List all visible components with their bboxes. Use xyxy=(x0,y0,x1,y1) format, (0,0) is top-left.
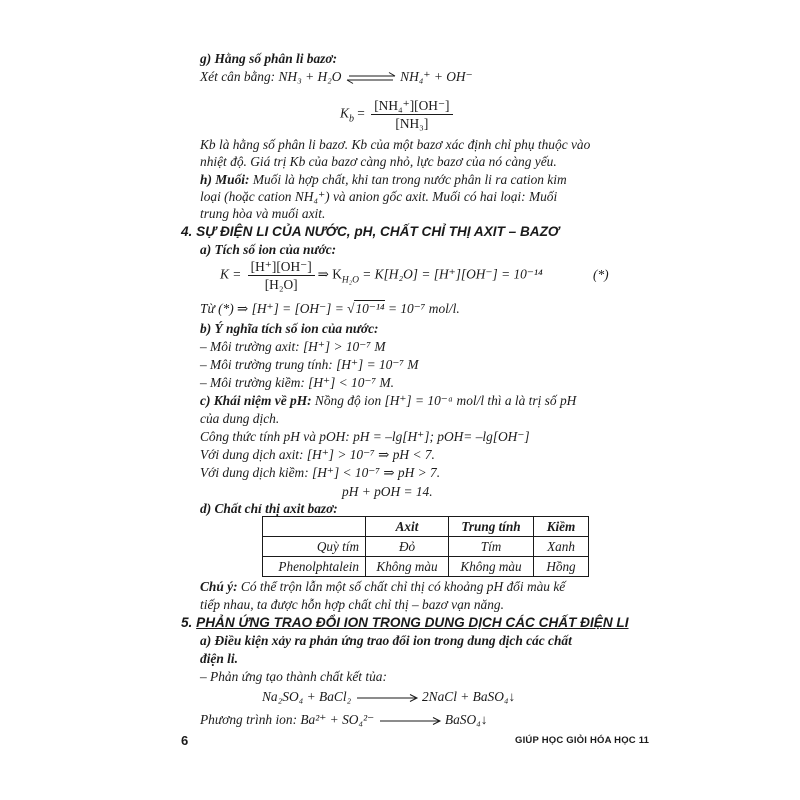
section-g-heading: g) Hằng số phân li bazơ: xyxy=(200,51,338,66)
salt-line-1 xyxy=(200,171,567,189)
note-label: Chú ý: xyxy=(200,579,238,594)
section-4d-heading: d) Chất chỉ thị axit bazơ: xyxy=(200,501,338,516)
env-neutral: – Môi trường trung tính: [H⁺] = 10⁻⁷ M xyxy=(200,357,419,372)
k-denominator: [H₂O] xyxy=(264,277,298,292)
table-row xyxy=(263,537,589,557)
equilibrium-left: NH₃ + H₂O xyxy=(278,69,342,84)
ph-formula-line: Công thức tính pH và pOH: pH = –lg[H⁺]; pOH= –lg[OH⁻] xyxy=(200,429,530,444)
kb-subscript: b xyxy=(348,113,354,125)
table-header-base: Kiềm xyxy=(534,517,589,537)
reaction-2-left: Ba²⁺ + SO₄²⁻ xyxy=(300,712,375,727)
table-cell: Không màu xyxy=(449,557,534,577)
salt-line-2: loại (hoặc cation NH₄⁺) và anion gốc axit. Muối có hai loại: Muối xyxy=(200,189,558,204)
equilibrium-right: NH₄⁺ + OH⁻ xyxy=(400,69,473,84)
table-cell: Quỳ tím xyxy=(263,537,366,557)
section-5-number: 5. xyxy=(181,615,197,630)
book-title: GIÚP HỌC GIỎI HÓA HỌC 11 xyxy=(515,735,650,746)
ph-concept-line-1 xyxy=(200,392,576,410)
note-line-2: tiếp nhau, ta được hỗn hợp chất chỉ thị – bazơ vạn năng. xyxy=(200,597,504,612)
table-header-blank xyxy=(263,517,366,537)
ph-concept-text: Nồng độ ion [H⁺] = 10⁻ᵃ mol/l thì a là trị số pH xyxy=(311,393,577,408)
ph-concept-line-2: của dung dịch. xyxy=(200,411,280,426)
ionic-label: Phương trình ion: xyxy=(200,712,301,727)
table-cell: Không màu xyxy=(366,557,449,577)
kb-numerator: [NH₄⁺][OH⁻] xyxy=(371,97,452,115)
equation-tag: (*) xyxy=(593,267,609,282)
kb-symbol: K xyxy=(340,105,349,121)
kw-value: = K[H₂O] = [H⁺][OH⁻] = 10⁻¹⁴ xyxy=(358,266,543,282)
neutral-result: = 10⁻⁷ mol/l. xyxy=(384,301,460,316)
base-ph-line: Với dung dịch kiềm: [H⁺] < 10⁻⁷ ⇒ pH > 7. xyxy=(200,465,441,480)
table-cell: Đỏ xyxy=(366,537,449,557)
section-5-title xyxy=(181,614,629,632)
kb-paragraph-line-2: nhiệt độ. Giá trị Kb của bazơ càng nhỏ, lực bazơ của nó càng yếu. xyxy=(200,154,557,169)
neutral-text: Từ (*) ⇒ [H⁺] = [OH⁻] = xyxy=(200,301,348,316)
table-header-acid: Axit xyxy=(366,517,449,537)
salt-line-3: trung hòa và muối axit. xyxy=(200,206,326,221)
section-4a-heading: a) Tích số ion của nước: xyxy=(200,242,337,257)
kb-formula xyxy=(340,97,456,132)
acid-ph-line: Với dung dịch axit: [H⁺] > 10⁻⁷ ⇒ pH < 7. xyxy=(200,447,435,462)
section-5a-line-2: điện li. xyxy=(200,651,238,666)
table-cell: Phenolphtalein xyxy=(263,557,366,577)
env-acid: – Môi trường axit: [H⁺] > 10⁻⁷ M xyxy=(200,339,386,354)
table-cell: Hồng xyxy=(534,557,589,577)
sqrt-radicand: 10⁻¹⁴ xyxy=(355,301,385,316)
section-4b-heading: b) Ý nghĩa tích số ion của nước: xyxy=(200,321,379,336)
section-4c-heading: c) Khái niệm về pH: xyxy=(200,393,312,408)
reaction-1-right: 2NaCl + BaSO₄↓ xyxy=(421,689,516,704)
section-5-title-text: PHẢN ỨNG TRAO ĐỔI ION TRONG DUNG DỊCH CÁC CHẤT ĐIỆN LI xyxy=(196,615,629,630)
kb-paragraph-line-1: Kb là hằng số phân li bazơ. Kb của một bazơ xác định chỉ phụ thuộc vào xyxy=(200,137,591,152)
table-row xyxy=(263,557,589,577)
precipitate-line: – Phản ứng tạo thành chất kết tủa: xyxy=(200,669,387,684)
section-h-heading: h) Muối: xyxy=(200,172,250,187)
indicator-table-header xyxy=(263,517,589,537)
reaction-1 xyxy=(262,688,515,706)
note-text: Có thể trộn lẫn một số chất chỉ thị có khoảng pH đổi màu kế xyxy=(237,579,566,594)
k-lhs: K = xyxy=(220,266,245,282)
sqrt-icon: √ xyxy=(347,301,355,316)
env-base: – Môi trường kiềm: [H⁺] < 10⁻⁷ M. xyxy=(200,375,395,390)
kb-equals: = xyxy=(353,105,369,121)
equilibrium-line xyxy=(200,68,473,86)
ionic-equation xyxy=(200,711,487,729)
ph-sum-line: pH + pOH = 14. xyxy=(342,484,433,499)
reaction-1-left: Na₂SO₄ + BaCl₂ xyxy=(262,689,352,704)
neutral-concentration-line xyxy=(200,300,460,318)
k-numerator: [H⁺][OH⁻] xyxy=(248,258,315,276)
indicator-table xyxy=(262,516,589,577)
equilibrium-arrow-icon xyxy=(345,72,397,84)
reaction-2-right: BaSO₄↓ xyxy=(444,712,488,727)
kb-denominator: [NH₃] xyxy=(395,116,429,131)
reaction-arrow-icon xyxy=(355,693,419,703)
kw-subscript: H₂O xyxy=(341,275,359,286)
note-line-1 xyxy=(200,578,565,596)
section-4-title: 4. SỰ ĐIỆN LI CỦA NƯỚC, pH, CHẤT CHỈ THỊ AXIT – BAZƠ xyxy=(181,224,560,239)
xet-label: Xét cân bằng: xyxy=(200,69,279,84)
table-cell: Xanh xyxy=(534,537,589,557)
table-cell: Tím xyxy=(449,537,534,557)
section-5a-line-1: a) Điều kiện xảy ra phản ứng trao đổi ion trong dung dịch các chất xyxy=(200,633,572,648)
page-number: 6 xyxy=(181,733,189,748)
kw-symbol: ⇒ K xyxy=(317,266,342,282)
reaction-arrow-icon xyxy=(378,716,442,726)
table-header-neutral: Trung tính xyxy=(449,517,534,537)
salt-line-1-text: Muối là hợp chất, khi tan trong nước phân li ra cation kim xyxy=(249,172,567,187)
water-ion-product-formula xyxy=(220,258,543,293)
